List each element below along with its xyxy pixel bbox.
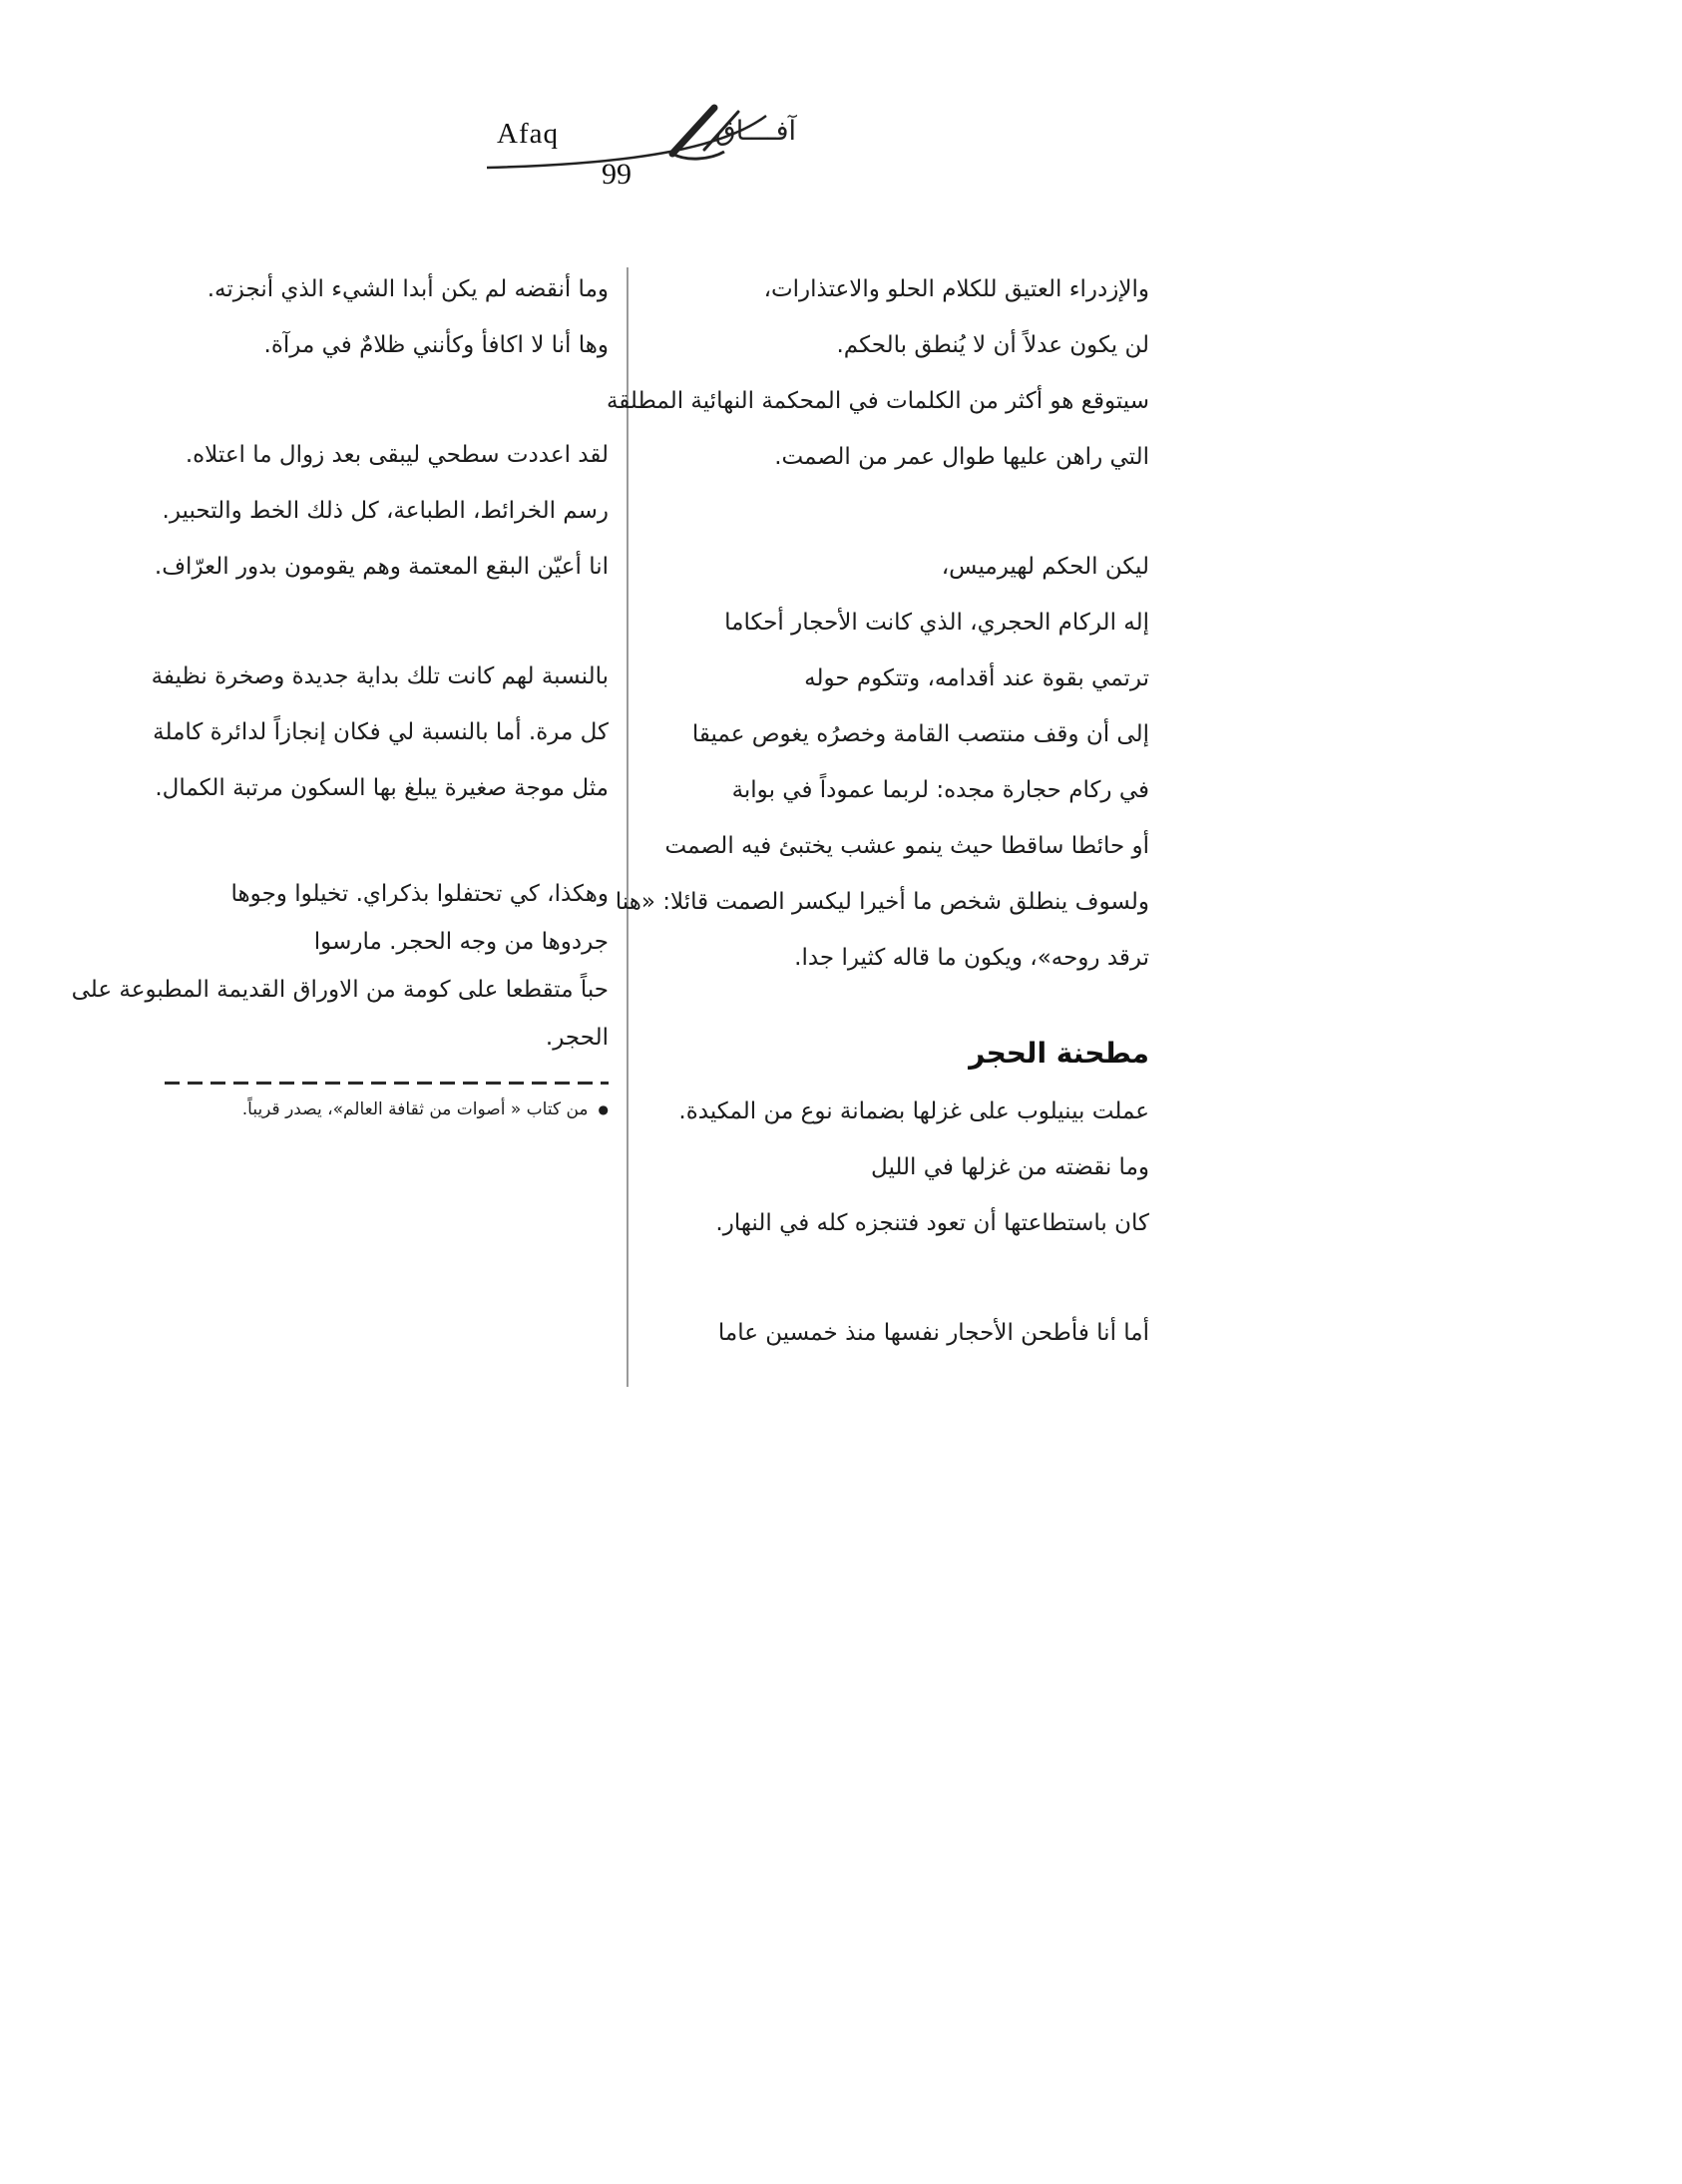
magazine-name-latin: Afaq bbox=[497, 118, 559, 150]
poem-line: التي راهن عليها طوال عمر من الصمت. bbox=[774, 444, 1149, 470]
stanza bbox=[606, 261, 1149, 485]
poem-line: جردوها من وجه الحجر. مارسوا bbox=[313, 929, 609, 955]
poem-line: وهكذا، كي تحتفلوا بذكراي. تخيلوا وجوها bbox=[230, 881, 609, 907]
poem-line: كل مرة. أما بالنسبة لي فكان إنجازاً لدائرة كاملة bbox=[153, 719, 609, 745]
stanza bbox=[653, 1084, 1149, 1251]
footnote-bullet-icon: ● bbox=[598, 1102, 609, 1116]
stanza bbox=[150, 649, 609, 816]
stanza bbox=[150, 427, 609, 595]
poem-line: ليكن الحكم لهيرميس، bbox=[941, 554, 1149, 580]
poem-line: مثل موجة صغيرة يبلغ بها السكون مرتبة الكمال. bbox=[155, 775, 609, 801]
column-divider bbox=[627, 267, 629, 1387]
poem-line: في ركام حجارة مجده: لربما عموداً في بوابة bbox=[731, 777, 1149, 803]
poem-line: عملت بينيلوب على غزلها بضمانة نوع من المكيدة. bbox=[678, 1098, 1149, 1124]
footnote-text: من كتاب « أصوات من ثقافة العالم»، يصدر قريباً. bbox=[241, 1099, 589, 1119]
poem-line: حباً متقطعا على كومة من الاوراق القديمة المطبوعة على bbox=[71, 977, 609, 1003]
poem-section-title: مطحنة الحجر bbox=[969, 1037, 1149, 1070]
poem-line: إلى أن وقف منتصب القامة وخصرُه يغوص عميقا bbox=[691, 721, 1149, 747]
poem-line: وما أنقضه لم يكن أبدا الشيء الذي أنجزته. bbox=[207, 276, 609, 302]
poem-line: الحجر. bbox=[545, 1025, 609, 1051]
right-column bbox=[606, 261, 1149, 1361]
poem-line: سيتوقع هو أكثر من الكلمات في المحكمة النهائية المطلقة bbox=[606, 388, 1149, 414]
page-number: 99 bbox=[602, 158, 631, 191]
poem-line: أو حائطا ساقطا حيث ينمو عشب يختبئ فيه الصمت bbox=[664, 833, 1149, 859]
masthead bbox=[329, 100, 928, 210]
poem-line: وما نقضته من غزلها في الليل bbox=[871, 1154, 1149, 1180]
poem-line: والإزدراء العتيق للكلام الحلو والاعتذارات، bbox=[763, 276, 1149, 302]
poem-line: لن يكون عدلاً أن لا يُنطق بالحكم. bbox=[836, 332, 1149, 358]
left-column bbox=[71, 261, 609, 1122]
poem-line: أما أنا فأطحن الأحجار نفسها منذ خمسين عاما bbox=[717, 1320, 1149, 1346]
poem-line: ولسوف ينطلق شخص ما أخيرا ليكسر الصمت قائلا: «هنا bbox=[615, 889, 1149, 915]
poem-line: وها أنا لا اكافأ وكأنني ظلامٌ في مرآة. bbox=[263, 332, 609, 358]
poem-line: لقد اعددت سطحي ليبقى بعد زوال ما اعتلاه. bbox=[185, 442, 609, 468]
poem-line: كان باستطاعتها أن تعود فتنجزه كله في النهار. bbox=[715, 1210, 1149, 1236]
poem-line: ترقد روحه»، ويكون ما قاله كثيرا جدا. bbox=[794, 945, 1149, 971]
footnote-separator bbox=[165, 1082, 609, 1085]
stanza bbox=[653, 1305, 1149, 1361]
magazine-name-arabic: آفــــاق bbox=[714, 116, 796, 147]
poem-line: ترتمي بقوة عند أقدامه، وتتكوم حوله bbox=[804, 665, 1149, 691]
stanza bbox=[615, 539, 1149, 986]
stanza bbox=[71, 870, 609, 1062]
poem-line: انا أعيّن البقع المعتمة وهم يقومون بدور العرّاف. bbox=[154, 554, 609, 580]
footnote bbox=[150, 1096, 609, 1122]
stanza bbox=[150, 261, 609, 373]
poem-line: رسم الخرائط، الطباعة، كل ذلك الخط والتحبير. bbox=[162, 498, 609, 524]
poem-line: بالنسبة لهم كانت تلك بداية جديدة وصخرة نظيفة bbox=[151, 663, 609, 689]
poem-line: إله الركام الحجري، الذي كانت الأحجار أحكاما bbox=[724, 610, 1149, 636]
